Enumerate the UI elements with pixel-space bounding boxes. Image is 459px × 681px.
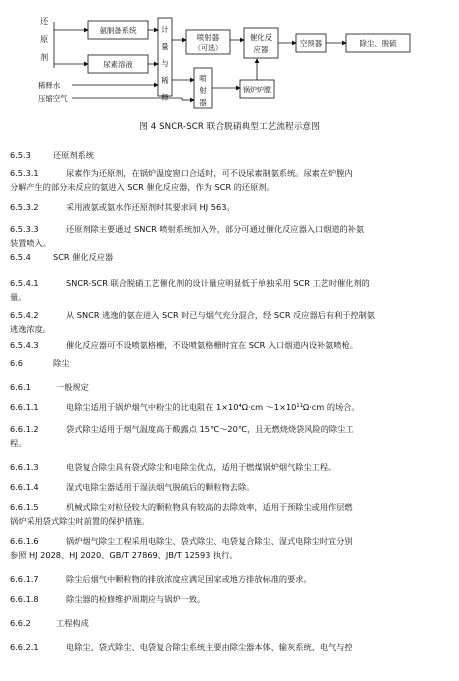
clause-number: 6.5.3.3 xyxy=(10,224,39,234)
clause-line xyxy=(10,400,454,414)
compressed-air-label: 压缩空气 xyxy=(38,94,68,103)
t_meter-char: 与 xyxy=(161,59,169,68)
clause-line xyxy=(10,480,454,494)
clause-number: 6.6.1.8 xyxy=(10,594,39,604)
clause-line xyxy=(10,276,454,290)
section-title: SCR 催化反应器 xyxy=(53,252,114,262)
clause-line xyxy=(10,338,454,352)
clause-number: 6.5.4.2 xyxy=(10,310,39,320)
section-number: 6.6.2 xyxy=(10,618,31,628)
clause-number: 6.6.1.2 xyxy=(10,424,39,434)
clause-paragraph xyxy=(10,222,454,250)
clause-text: 电袋复合除尘具有袋式除尘和电除尘优点，适用于燃煤锅炉烟气除尘工程。 xyxy=(66,462,337,472)
section-title: 还原剂系统 xyxy=(53,150,94,160)
clause-paragraph xyxy=(10,640,454,654)
clause-text: 除尘器的检修维护周期应与锅炉一致。 xyxy=(66,594,206,604)
catalytic-reactor-label-1: 催化反 xyxy=(249,33,273,42)
clause-line: 量。 xyxy=(10,292,27,302)
section-number: 6.6 xyxy=(10,358,24,368)
clause-line xyxy=(10,572,454,586)
process-flow-diagram xyxy=(0,0,459,132)
clause-paragraph xyxy=(10,534,454,562)
dust-removal-label: 除尘、脱硫 xyxy=(359,39,397,48)
urea-solution-label: 尿素溶液 xyxy=(103,60,133,69)
section-title: 一般规定 xyxy=(56,382,89,392)
clause-number: 6.6.1.5 xyxy=(10,502,39,512)
clause-text: 从 SNCR 逃逸的氨在进入 SCR 时已与烟气充分混合，经 SCR 反应器后有利于控制氨 xyxy=(66,310,375,320)
clause-paragraph xyxy=(10,166,454,194)
clause-line xyxy=(10,422,454,436)
clause-text: 采用液氨或氨水作还原剂时其要求同 HJ 563。 xyxy=(66,202,235,212)
sprayer-optional-sublabel: （可选） xyxy=(194,44,222,52)
t_meter-char: 计 xyxy=(161,25,169,34)
section-number: 6.5.4 xyxy=(10,252,31,262)
clause-line: 逃逸浓度。 xyxy=(10,324,51,334)
clause-line xyxy=(10,200,454,214)
clause-line: 分解产生的部分未反应的氨进入 SCR 催化反应器，作为 SCR 的还原剂。 xyxy=(10,182,275,192)
clause-number: 6.6.1.7 xyxy=(10,574,39,584)
section-title: 工程构成 xyxy=(56,618,89,628)
dilution-water-label: 稀释水 xyxy=(38,81,61,90)
clause-paragraph xyxy=(10,400,454,414)
t_meter-char: 量 xyxy=(161,42,169,51)
clause-line: 装置喷入。 xyxy=(10,238,51,248)
clause-line xyxy=(10,308,454,322)
figure-caption: 图 4 SNCR-SCR 联合脱硝典型工艺流程示意图 xyxy=(139,122,320,132)
clause-line: 锅炉采用袋式除尘时前置的保护措施。 xyxy=(10,516,150,526)
reductant-label xyxy=(40,16,49,62)
t_sp2-char: 射 xyxy=(199,86,207,95)
clause-text: 袋式除尘适用于烟气温度高于酸露点 15℃～20℃，且无燃烧烧袋风险的除尘工 xyxy=(66,424,354,434)
section-title: 除尘 xyxy=(53,358,70,368)
clause-text: 机械式除尘对粒径较大的颗粒物具有较高的去除效率，适用于预除尘或用作层燃 xyxy=(66,502,353,512)
ammonia-prep-label: 氨制备系统 xyxy=(99,26,137,35)
t_sp2-char: 器 xyxy=(199,98,207,107)
clause-text: 电除尘适用于锅炉烟气中粉尘的比电阻在 1×10⁴Ω·cm ～1×10¹¹Ω·cm 的场合。 xyxy=(66,402,360,412)
section-number: 6.5.3 xyxy=(10,150,31,160)
clause-line xyxy=(10,640,454,654)
metering-dilution-label xyxy=(161,25,169,102)
t_sp2-char: 喷 xyxy=(199,74,207,83)
clause-paragraph xyxy=(10,592,454,606)
sprayer-optional-label: 喷射器 xyxy=(196,33,220,42)
clause-number: 6.6.1.4 xyxy=(10,482,39,492)
clause-line: 程。 xyxy=(10,438,27,448)
boiler-furnace-label: 锅炉炉膛 xyxy=(243,86,271,94)
clause-paragraph xyxy=(10,308,454,336)
air-preheater-label: 空预器 xyxy=(299,39,323,48)
clause-text: 还原剂除主要通过 SNCR 喷射系统加入外，部分可通过催化反应器入口烟道的补氨 xyxy=(66,224,365,234)
section-number: 6.6.1 xyxy=(10,382,31,392)
clause-paragraph xyxy=(10,480,454,494)
clause-line xyxy=(10,534,454,548)
clause-paragraph xyxy=(10,572,454,586)
clause-line xyxy=(10,166,454,180)
clause-paragraph xyxy=(10,338,454,352)
clause-text: SNCR-SCR 联合脱硝工艺催化剂的设计量应明显低于单独采用 SCR 工艺时催化剂的 xyxy=(66,278,370,288)
clause-number: 6.6.1.1 xyxy=(10,402,39,412)
t_meter-char: 稀 xyxy=(161,76,169,85)
clause-paragraph xyxy=(10,422,454,450)
clause-number: 6.5.4.1 xyxy=(10,278,39,288)
clause-number: 6.6.1.6 xyxy=(10,536,39,546)
t_meter-char: 释 xyxy=(161,93,169,102)
clause-text: 锅炉烟气除尘工程采用电除尘、袋式除尘、电袋复合除尘、湿式电除尘时宜分别 xyxy=(66,536,353,546)
clause-line xyxy=(10,500,454,514)
reductant-char-2: 原 xyxy=(40,34,49,44)
clause-number: 6.5.4.3 xyxy=(10,340,39,350)
clause-line: 参照 HJ 2028、HJ 2020、GB/T 27869、JB/T 12593 执行。 xyxy=(10,550,238,560)
clause-number: 6.6.1.3 xyxy=(10,462,39,472)
clause-paragraph xyxy=(10,500,454,528)
sprayer-label xyxy=(199,74,207,107)
clause-text: 电除尘、袋式除尘、电袋复合除尘系统主要由除尘器本体、输灰系统、电气与控 xyxy=(66,642,353,652)
catalytic-reactor-label-2: 应器 xyxy=(253,45,269,54)
clause-paragraph xyxy=(10,460,454,474)
clause-paragraph xyxy=(10,200,454,214)
clause-text: 尿素作为还原剂，在锅炉温度窗口合适时，可不设尿素制氨系统。尿素在炉膛内 xyxy=(66,168,353,178)
clause-line xyxy=(10,460,454,474)
clause-number: 6.5.3.1 xyxy=(10,168,39,178)
clause-number: 6.5.3.2 xyxy=(10,202,39,212)
clause-number: 6.6.2.1 xyxy=(10,642,39,652)
clause-paragraph xyxy=(10,276,454,304)
clause-text: 除尘后烟气中颗粒物的排放浓度应满足国家或地方排放标准的要求。 xyxy=(66,574,312,584)
reductant-char-3: 剂 xyxy=(40,52,49,62)
clause-text: 湿式电除尘器适用于湿法烟气脱硫后的颗粒物去除。 xyxy=(66,482,255,492)
clause-line xyxy=(10,592,454,606)
clause-text: 催化反应器可不设喷氨格栅，不设喷氨格栅时宜在 SCR 入口烟道内设补氨喷枪。 xyxy=(66,340,358,350)
reductant-char-1: 还 xyxy=(40,16,49,26)
clause-line xyxy=(10,222,454,236)
